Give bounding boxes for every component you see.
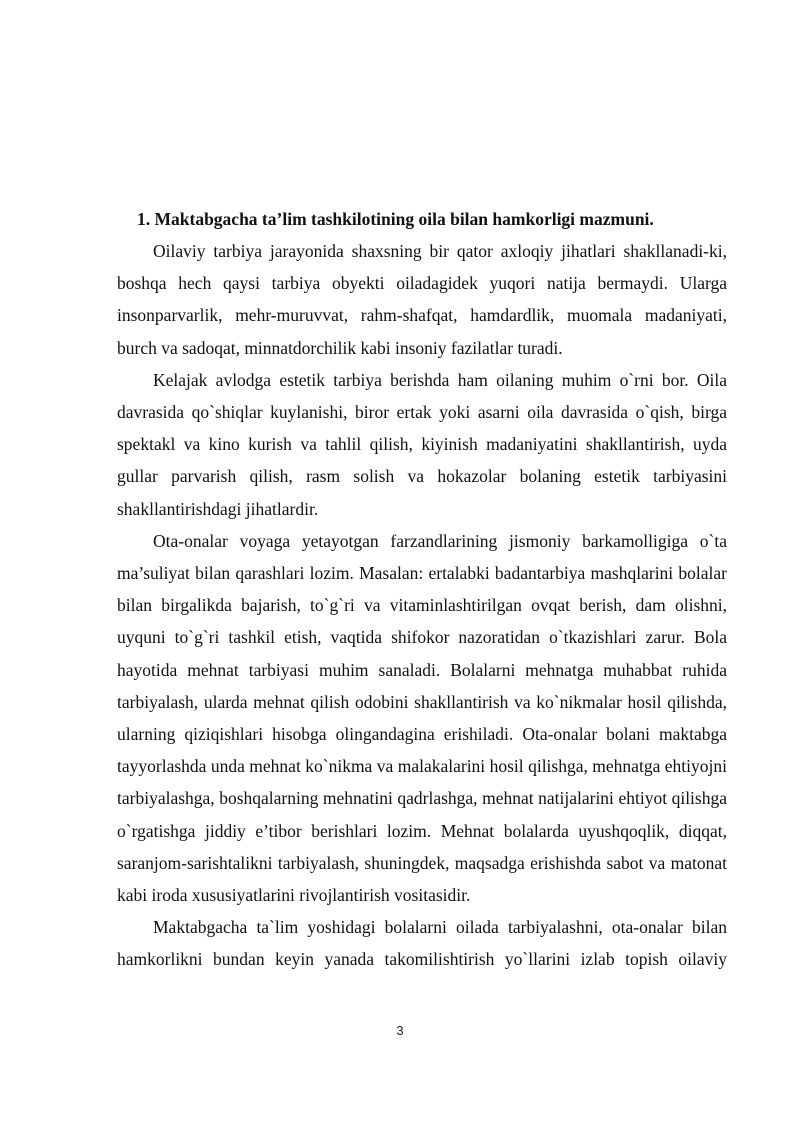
paragraph-1: Oilaviy tarbiya jarayonida shaxsning bir qator axloqiy jihatlari shakllanadi-ki, boshqa hech qaysi tarbiya obyekti oiladagidek yuqori natija bermaydi. Ularga insonparvarlik, mehr-muruvvat, rahm-shafqat, hamdardlik, muomala madaniyati, burch va sadoqat, minnatdorchilik kabi insoniy fazilatlar turadi. xyxy=(117,241,727,358)
paragraph-3: Ota-onalar voyaga yetayotgan farzandlarining jismoniy barkamolligiga o`ta ma’suliyat bilan qarashlari lozim. Masalan: ertalabki badantarbiya mashqlarini bolalar bilan birgalikda bajarish, to`g`ri va vitaminlashtirilgan ovqat berish, dam olishni, uyquni to`g`ri tashkil etish, vaqtida shifokor nazoratidan o`tkazishlari zarur. Bola hayotida mehnat tarbiyasi muhim sanaladi. Bolalarni mehnatga muhabbat ruhida tarbiyalash, ularda mehnat qilish odobini shakllantirish va ko`nikmalar hosil qilishda, ularning qiziqishlari hisobga olingandagina erishiladi. Ota-onalar bolani maktabga tayyorlashda unda mehnat ko`nikma va malakalarini hosil qilishga, mehnatga ehtiyojni tarbiyalashga, boshqalarning mehnatini qadrlashga, mehnat natijalarini ehtiyot qilishga o`rgatishga jiddiy e’tibor berishlari lozim. Mehnat bolalarda uyushqoqlik, diqqat, saranjom-sarishtalikni tarbiyalash, shuningdek, maqsadga erishishda sabot va matonat kabi iroda xususiyatlarini rivojlantirish vositasidir. xyxy=(117,530,727,906)
page-content xyxy=(117,203,727,976)
page-number: 3 xyxy=(396,1023,404,1038)
paragraph-4: Maktabgacha ta`lim yoshidagi bolalarni oilada tarbiyalashni, ota-onalar bilan hamkorlikni bundan keyin yanada takomilishtirish yo`llarini izlab topish oilaviy xyxy=(117,917,727,970)
paragraph-2: Kelajak avlodga estetik tarbiya berishda ham oilaning muhim o`rni bor. Oila davrasida qo`shiqlar kuylanishi, biror ertak yoki asarni oila davrasida o`qish, birga spektakl va kino kurish va tahlil qilish, kiyinish madaniyatini shakllantirish, uyda gullar parvarish qilish, rasm solish va hokazolar bolaning estetik tarbiyasini shakllantirishdagi jihatlardir. xyxy=(117,369,727,519)
section-heading: 1. Maktabgacha ta’lim tashkilotining oila bilan hamkorligi mazmuni. xyxy=(137,209,654,229)
